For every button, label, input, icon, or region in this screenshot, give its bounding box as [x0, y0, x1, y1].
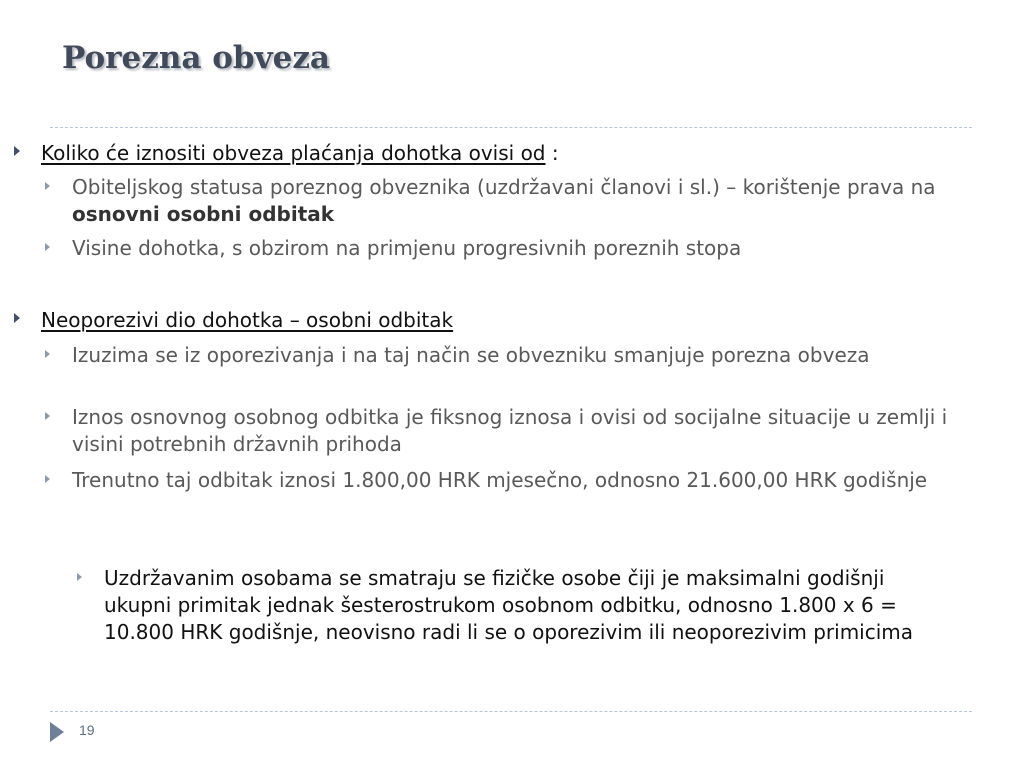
bullet-current-amount [72, 467, 984, 494]
bullet-arrow-icon [14, 146, 20, 156]
sub-sub-bullet-arrow-icon [77, 573, 82, 581]
bullet-text: Izuzima se iz oporezivanja i na taj način se obvezniku smanjuje porezna obveza [72, 343, 870, 367]
bullet-fixed-amount [72, 404, 977, 458]
sub-bullet-arrow-icon [45, 350, 50, 358]
bullet-family-status [72, 174, 972, 228]
bullet-exempt [72, 342, 977, 369]
footer-arrow-icon [50, 722, 64, 742]
heading-text: Koliko će iznositi obveza plaćanja dohotka ovisi od [41, 141, 546, 165]
bottom-divider [50, 711, 972, 712]
page-number: 19 [79, 722, 95, 738]
sub-bullet-arrow-icon [45, 475, 50, 483]
bullet-arrow-icon [14, 313, 20, 323]
bullet-dependants [104, 565, 954, 646]
heading-text: Neoporezivi dio dohotka – osobni odbitak [41, 308, 454, 332]
slide-title: Porezna obveza [62, 40, 331, 76]
bullet-heading-obligation [41, 140, 971, 167]
sub-bullet-arrow-icon [45, 243, 50, 251]
bullet-text: Iznos osnovnog osobnog odbitka je fiksnog iznosa i ovisi od socijalne situacije u zemlji i visini potrebnih državnih prihoda [72, 405, 948, 456]
bullet-text: Trenutno taj odbitak iznosi 1.800,00 HRK mjesečno, odnosno 21.600,00 HRK godišnje [72, 468, 928, 492]
bullet-text: Obiteljskog statusa poreznog obveznika (uzdržavani članovi i sl.) – korištenje prava na [72, 175, 936, 199]
top-divider [50, 127, 972, 128]
bullet-heading-deduction [41, 307, 971, 334]
bullet-income-level [72, 235, 972, 262]
sub-bullet-arrow-icon [45, 182, 50, 190]
heading-suffix: : [545, 141, 559, 165]
bullet-text: Visine dohotka, s obzirom na primjenu progresivnih poreznih stopa [72, 236, 742, 260]
bullet-text: Uzdržavanim osobama se smatraju se fizičke osobe čiji je maksimalni godišnji ukupni primitak jednak šesterostrukom osobnom odbitku, odnosno 1.800 x 6 = 10.800 HRK godišnje, neovisno radi li se o oporezivim ili neoporezivim primicima [104, 566, 914, 644]
sub-bullet-arrow-icon [45, 412, 50, 420]
bullet-bold-text: osnovni osobni odbitak [72, 202, 335, 226]
